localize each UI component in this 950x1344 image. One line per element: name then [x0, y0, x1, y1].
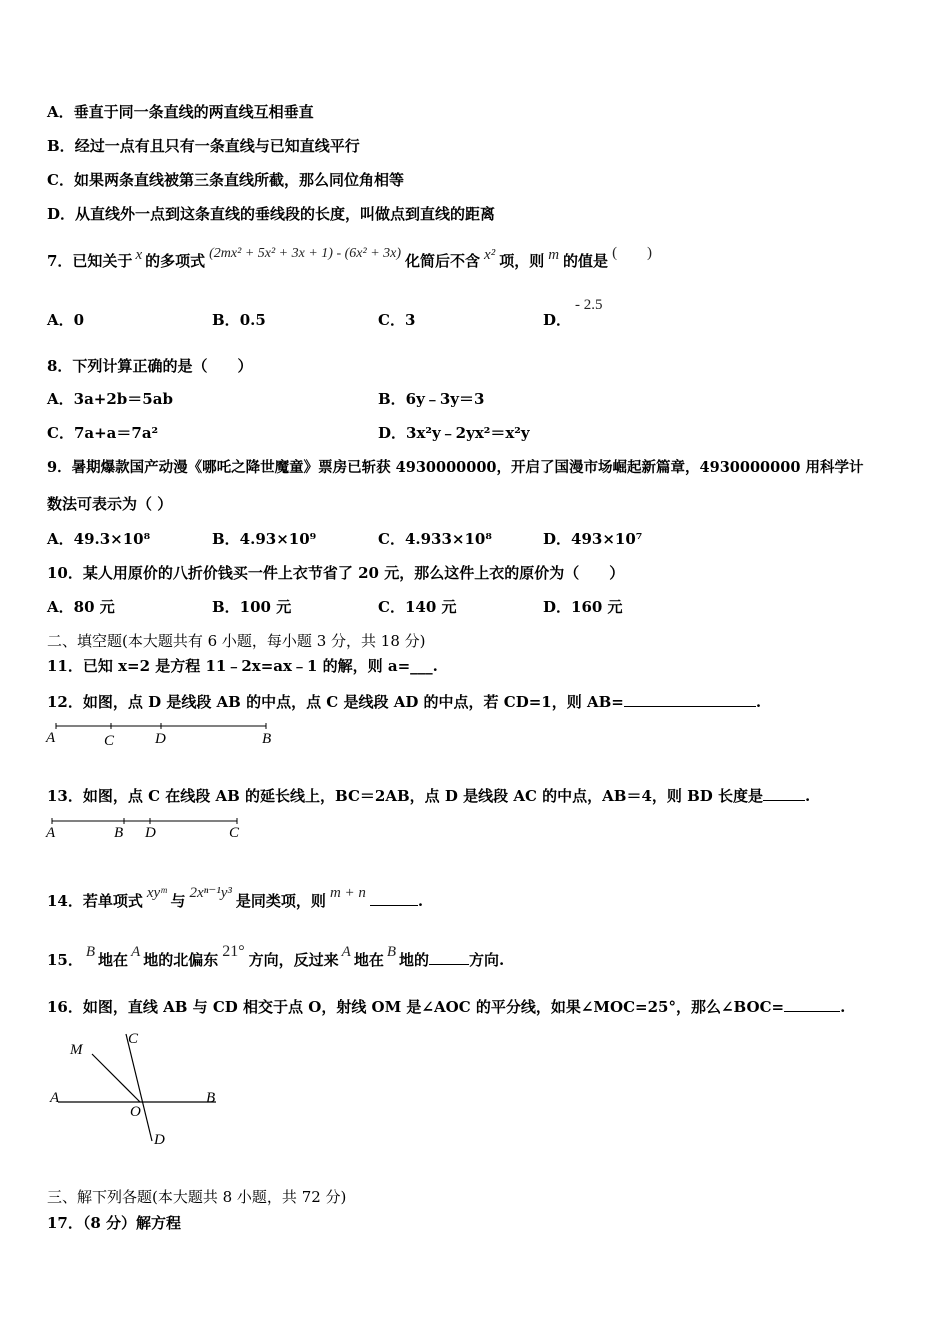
- q7-option-b-text: 0.5: [239, 311, 266, 329]
- q7-option-b: [212, 311, 266, 329]
- q6-option-d-text: 从直线外一点到这条直线的垂线段的长度，叫做点到直线的距离: [75, 205, 496, 223]
- q13-stem: [47, 786, 810, 805]
- q10-stem: 10．某人用原价的八折价钱买一件上衣节省了 20 元，那么这件上衣的原价为（ ）: [47, 564, 625, 582]
- q17: 17．（8 分）解方程: [47, 1214, 182, 1232]
- q8-stem: 8．下列计算正确的是（ ）: [47, 357, 253, 375]
- q7-mid2: 化简后不含: [405, 252, 481, 270]
- q12-label-a: A: [46, 730, 56, 746]
- q16-line-cd: [126, 1034, 152, 1141]
- q14-prefix: 14．若单项式: [47, 892, 143, 910]
- q9-option-d: D．493×10⁷: [543, 530, 643, 548]
- q6-option-b-letter: B．: [47, 137, 75, 155]
- q15-t2: 地的北偏东: [143, 951, 219, 969]
- q16-label-b: B: [206, 1090, 216, 1106]
- q7-stem: [47, 245, 653, 272]
- q13-label-c: C: [229, 825, 240, 841]
- q12-label-d: D: [155, 731, 166, 747]
- q12-label-c: C: [104, 733, 115, 749]
- q12-answer-blank: [624, 692, 756, 707]
- q16-angle-figure: [44, 1026, 234, 1152]
- q15-stem: [47, 943, 505, 970]
- q16-label-d: D: [154, 1132, 165, 1148]
- q7-option-d-letter: D．: [543, 311, 572, 329]
- q7-mid3: 项，则: [499, 252, 545, 270]
- q15-point-b2: B: [386, 944, 397, 960]
- q15-answer-blank: [429, 950, 469, 965]
- q7-x-squared: x²: [484, 247, 496, 263]
- q10-option-a: A．80 元: [47, 598, 115, 616]
- q8-option-a: A．3a+2b＝5ab: [47, 390, 173, 408]
- q14-stem: [47, 885, 424, 911]
- q8-option-b: B．6y﹣3y＝3: [378, 390, 485, 408]
- q12-label-b: B: [262, 731, 272, 747]
- q7-option-c-letter: C．: [378, 311, 405, 329]
- q12-segment-figure: [44, 718, 284, 750]
- q6-option-d: [47, 205, 495, 223]
- q13-segment-figure: [44, 812, 254, 844]
- q7-expression: (2mx² + 5x² + 3x + 1) - (6x² + 3x): [209, 246, 402, 261]
- q15-point-a: A: [131, 944, 141, 960]
- q15-t4: 地在: [353, 951, 384, 969]
- q7-option-a-text: 0: [73, 311, 85, 329]
- q10-option-b: B．100 元: [212, 598, 292, 616]
- q16-stem: [47, 997, 845, 1016]
- q15-point-a2: A: [341, 944, 351, 960]
- q12-text: 12．如图，点 D 是线段 AB 的中点，点 C 是线段 AD 的中点，若 CD=1，则 AB=: [47, 693, 624, 711]
- q12-end: .: [755, 693, 762, 711]
- q7-prefix: 7．已知关于: [47, 252, 133, 270]
- q7-option-a: [47, 311, 84, 329]
- q14-monomial-1: xyᵐ: [146, 885, 167, 901]
- q10-option-d: D．160 元: [543, 598, 623, 616]
- q15-t3: 方向，反过来: [248, 951, 339, 969]
- q6-option-c: [47, 171, 404, 189]
- q13-end: .: [805, 787, 811, 805]
- q15-t1: 地在: [98, 951, 129, 969]
- q15-point-b: B: [85, 944, 96, 960]
- q8-option-c: C．7a+a＝7a²: [47, 424, 159, 442]
- q9-line1: 9．暑期爆款国产动漫《哪吒之降世魔童》票房已斩获 4930000000，开启了国漫市场崛起新篇章，4930000000 用科学计: [47, 459, 864, 476]
- q12-stem: [47, 692, 761, 711]
- q15-angle: 21°: [222, 943, 245, 960]
- q7-option-c: [378, 311, 415, 329]
- q13-answer-blank: [763, 786, 805, 801]
- q7-option-a-letter: A．: [47, 311, 74, 329]
- q6-option-a: [47, 103, 314, 121]
- q6-option-a-letter: A．: [47, 103, 74, 121]
- q11: 11．已知 x=2 是方程 11﹣2x=ax﹣1 的解，则 a=___.: [47, 657, 438, 675]
- q16-end: .: [840, 998, 846, 1016]
- q9-option-b: B．4.93×10⁹: [212, 530, 317, 548]
- q7-option-d-text: - 2.5: [575, 297, 603, 313]
- q13-label-b: B: [114, 825, 124, 841]
- q16-answer-blank: [784, 997, 840, 1012]
- q13-text: 13．如图，点 C 在线段 AB 的延长线上，BC＝2AB，点 D 是线段 AC 的中点，AB＝4，则 BD 长度是: [47, 787, 764, 805]
- q7-mid1: 的多项式: [145, 252, 206, 270]
- q10-option-c: C．140 元: [378, 598, 457, 616]
- q14-sum: m + n: [329, 885, 366, 901]
- q15-prefix: 15．: [47, 951, 83, 969]
- q16-label-c: C: [128, 1031, 139, 1047]
- q8-option-d: D．3x²y﹣2yx²＝x²y: [378, 424, 530, 442]
- q16-label-m: M: [70, 1042, 83, 1058]
- q14-mid2: 是同类项，则: [235, 892, 326, 910]
- q7-option-d: [543, 311, 571, 329]
- q6-option-d-letter: D．: [47, 205, 76, 223]
- q13-label-a: A: [46, 825, 56, 841]
- q14-end: .: [417, 892, 424, 910]
- section-3-heading: 三、解下列各题(本大题共 8 小题，共 72 分): [47, 1188, 347, 1206]
- q15-t6: 方向.: [469, 951, 505, 969]
- q16-label-a: A: [50, 1090, 60, 1106]
- q6-option-b-text: 经过一点有且只有一条直线与已知直线平行: [74, 137, 360, 155]
- q9-line2: 数法可表示为（ ）: [47, 495, 173, 513]
- q14-answer-blank: [370, 891, 418, 906]
- q6-option-a-text: 垂直于同一条直线的两直线互相垂直: [73, 103, 314, 121]
- section-2-heading: 二、填空题(本大题共有 6 小题，每小题 3 分，共 18 分): [47, 632, 426, 650]
- q16-label-o: O: [130, 1104, 141, 1120]
- q14-monomial-2: 2xⁿ⁻¹y³: [189, 885, 232, 901]
- q14-mid: 与: [170, 892, 186, 910]
- q7-mid4: 的值是: [563, 252, 609, 270]
- q15-t5: 地的: [399, 951, 430, 969]
- q13-label-d: D: [145, 825, 156, 841]
- q7-var-m: m: [548, 247, 560, 263]
- q9-option-c: C．4.933×10⁸: [378, 530, 492, 548]
- q6-option-c-letter: C．: [47, 171, 74, 189]
- q16-text: 16．如图，直线 AB 与 CD 相交于点 O，射线 OM 是∠AOC 的平分线，如果∠MOC=25°，那么∠BOC=: [47, 998, 785, 1016]
- q7-var-x: x: [135, 247, 143, 263]
- q7-answer-paren: ( ): [612, 245, 653, 261]
- q7-option-c-text: 3: [404, 311, 416, 329]
- q6-option-b: [47, 137, 360, 155]
- q9-option-a: A．49.3×10⁸: [47, 530, 151, 548]
- q7-option-b-letter: B．: [212, 311, 240, 329]
- q6-option-c-text: 如果两条直线被第三条直线所截，那么同位角相等: [73, 171, 404, 189]
